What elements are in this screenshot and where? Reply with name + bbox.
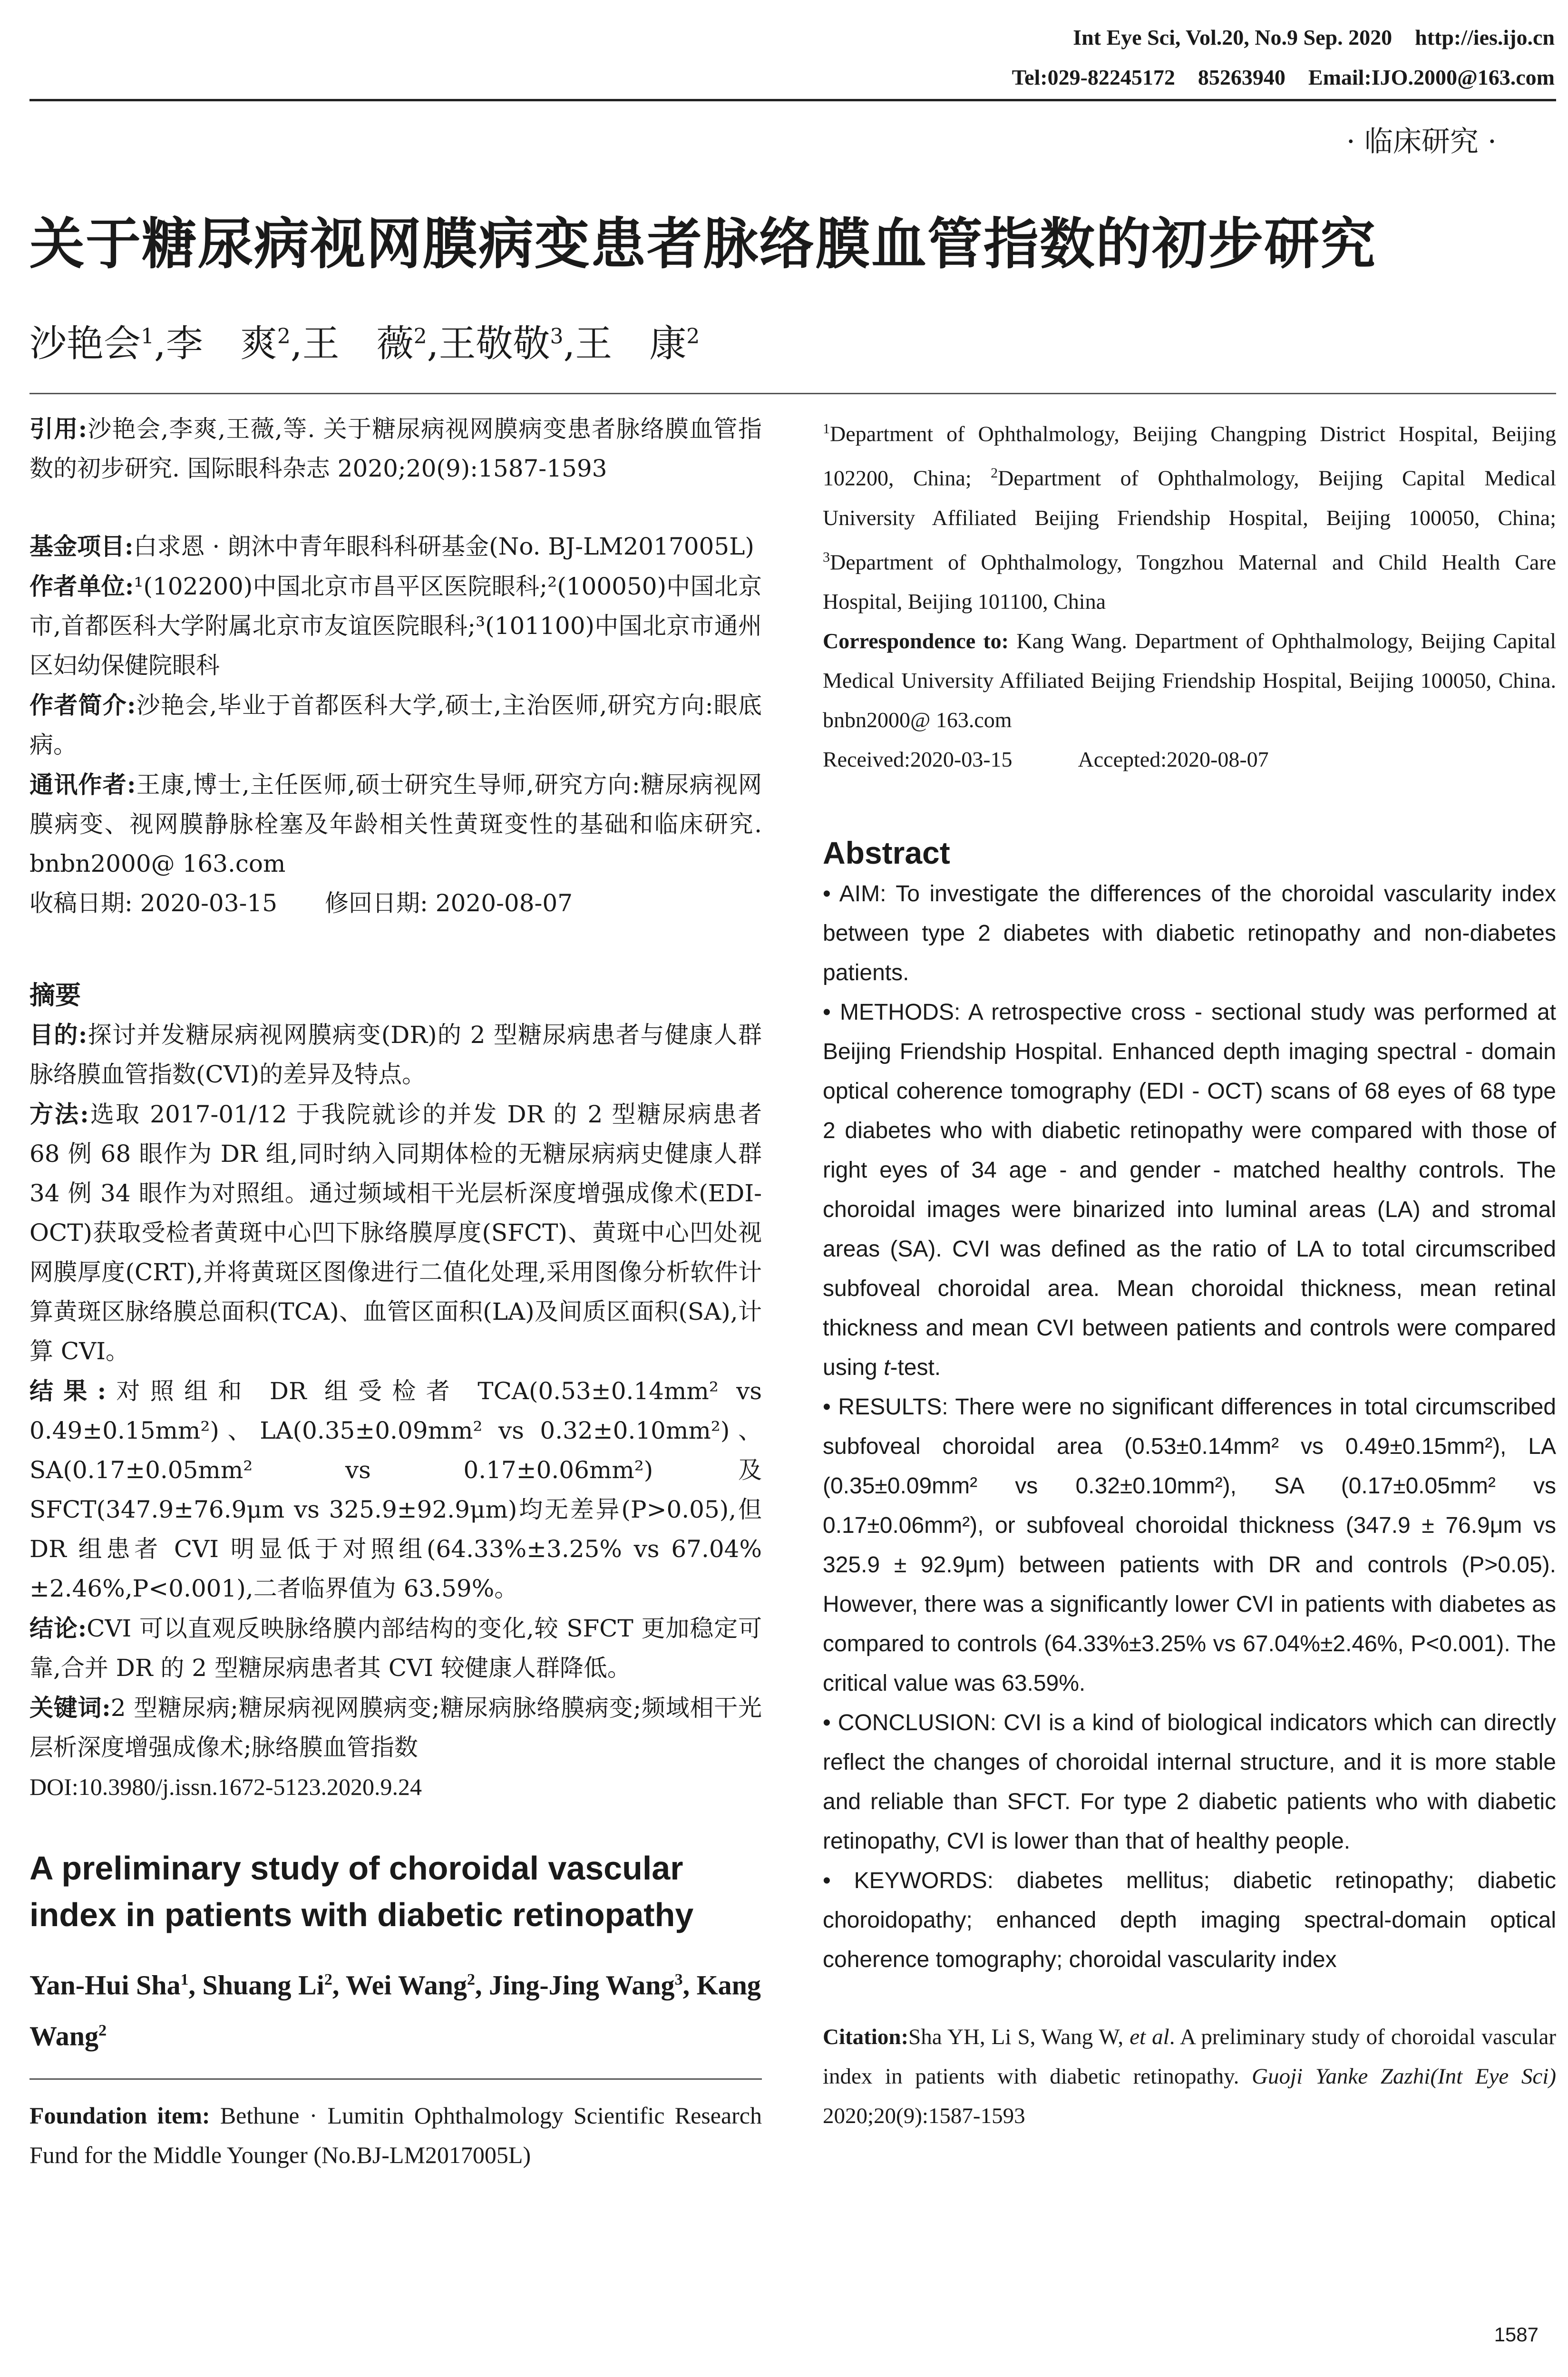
keywords-en: • KEYWORDS: diabetes mellitus; diabetic retinopathy; diabetic choroidopathy; enhanced depth imaging spectral-domain optical coherence tomography; choroidal vascularity index — [823, 1868, 1556, 1972]
author-affiliation-sup: 2 — [277, 324, 291, 349]
unit-cn — [29, 566, 762, 685]
right-column — [823, 409, 1556, 2136]
methods-en-text: • METHODS: A retrospective cross - sectional study was performed at Beijing Friendship Hospital. Enhanced depth imaging spectral - domain optical coherence tomography (EDI - OCT) scans of 68 eyes of 68 type 2 diabetes who with diabetic retinopathy were compared with those of right eyes of 34 age - and gender - matched healthy controls. The choroidal images were binarized into luminal areas (LA) and stromal areas (SA). CVI was defined as the ratio of LA to total circumscribed subfoveal choroidal area. Mean choroidal thickness, mean retinal thickness and mean CVI between patients and controls were compared using — [823, 999, 1556, 1380]
author-cn: 王敬敬 — [438, 322, 550, 365]
affiliations-en — [823, 409, 1556, 621]
citation-en-etal: et al — [1130, 2024, 1169, 2049]
unit-cn-label: 作者单位: — [29, 572, 134, 600]
aff-2: Department of Ophthalmology, Beijing Capital Medical University Affiliated Beijing Friendship Hospital, Beijing 100050, China; — [823, 466, 1556, 530]
foundation-en — [29, 2096, 762, 2175]
title-rule — [29, 393, 1556, 394]
methods-en-tail: -test. — [890, 1354, 941, 1380]
citation-en-authors: Sha YH, Li S, Wang W, — [908, 2024, 1124, 2049]
abstract-heading-cn: 摘要 — [29, 980, 81, 1010]
conclusion-en: • CONCLUSION: CVI is a kind of biological indicators which can directly reflect the changes of choroidal internal structure, and it is more stable and reliable than SFCT. For type 2 diabetic patients who with diabetic retinopathy, CVI is lower than that of healthy people. — [823, 1710, 1556, 1854]
results-en: • RESULTS: There were no significant differences in total circumscribed subfoveal choroidal area (0.53±0.14mm² vs 0.49±0.15mm²), LA (0.35±0.09mm² vs 0.32±0.10mm²), SA (0.17±0.05mm² vs 0.17±0.06mm²), or subfoveal choroidal thickness (347.9 ± 76.9μm vs 325.9 ± 92.9μm) between patients with DR and controls (P>0.05). However, there was a significantly lower CVI in patients with diabetes as compared to controls (64.33%±3.25% vs 67.04%±2.46%, P<0.001). The critical value was 63.59%. — [823, 1394, 1556, 1696]
methods-en-t: t — [884, 1354, 890, 1380]
received-date: Received:2020-03-15 — [823, 747, 1013, 771]
article-title-en: A preliminary study of choroidal vascular index in patients with diabetic retinopathy — [29, 1850, 694, 1933]
correspondence-cn-label: 通讯作者: — [29, 770, 136, 799]
conclusion-cn-text: CVI 可以直观反映脉络膜内部结构的变化,较 SFCT 更加稳定可靠,合并 DR 的 2 型糖尿病患者其 CVI 较健康人群降低。 — [29, 1615, 762, 1682]
journal-url[interactable]: http://ies.ijo.cn — [1415, 25, 1555, 49]
author-affiliation-sup: 1 — [180, 1971, 189, 1988]
correspondence-en — [823, 621, 1556, 740]
author-cn: 王 康 — [575, 322, 687, 365]
bio-cn-text: 沙艳会,毕业于首都医科大学,硕士,主治医师,研究方向:眼底病。 — [29, 692, 762, 759]
journal-tel: Tel:029-82245172 — [1012, 65, 1175, 89]
author-en: Kang Wang — [29, 1969, 761, 2052]
author-affiliation-sup: 2 — [467, 1971, 475, 1988]
result-cn — [29, 1371, 762, 1608]
citation-cn — [29, 409, 762, 488]
conclusion-cn — [29, 1608, 762, 1688]
author-list-cn: 沙艳会$^1$,李 爽$^2$,王 薇$^2$,王敬敬$^3$,王 康$^2$ — [29, 322, 700, 365]
dates-cn: 收稿日期: 2020-03-15 修回日期: 2020-08-07 — [29, 889, 573, 917]
result-cn-label: 结果: — [29, 1377, 107, 1405]
fund-cn-label: 基金项目: — [29, 532, 134, 560]
author-affiliation-sup: 3 — [674, 1971, 683, 1988]
journal-email[interactable]: Email:IJO.2000@163.com — [1308, 65, 1555, 89]
aim-cn — [29, 1015, 762, 1094]
aim-cn-text: 探讨并发糖尿病视网膜病变(DR)的 2 型糖尿病患者与健康人群脉络膜血管指数(CVI)的差异及特点。 — [29, 1021, 762, 1088]
foundation-en-label: Foundation item: — [29, 2102, 210, 2129]
aim-en: • AIM: To investigate the differences of the choroidal vascularity index between type 2 diabetes with diabetic retinopathy and non-diabetes patients. — [823, 881, 1556, 985]
citation-en-label: Citation: — [823, 2024, 909, 2049]
author-affiliation-sup: 1 — [141, 324, 155, 349]
bio-cn — [29, 685, 762, 765]
journal-info: Int Eye Sci, Vol.20, No.9 Sep. 2020 — [1073, 25, 1393, 49]
aim-cn-label: 目的: — [29, 1021, 88, 1049]
author-affiliation-sup: 3 — [550, 324, 564, 349]
author-affiliation-sup: 2 — [324, 1971, 332, 1988]
keywords-cn — [29, 1688, 762, 1767]
unit-cn-text: ¹(102200)中国北京市昌平区医院眼科;²(100050)中国北京市,首都医科大学附属北京市友谊医院眼科;³(101100)中国北京市通州区妇幼保健院眼科 — [29, 573, 762, 679]
correspondence-en-label: Correspondence to: — [823, 628, 1009, 653]
aff-1: Department of Ophthalmology, Beijing Changping District Hospital, Beijing 102200, China; — [823, 421, 1556, 490]
left-column — [29, 409, 762, 2175]
citation-cn-text: 沙艳会,李爽,王薇,等. 关于糖尿病视网膜病变患者脉络膜血管指数的初步研究. 国际眼科杂志 2020;20(9):1587-1593 — [29, 415, 762, 482]
aff-sup: 3 — [823, 549, 830, 565]
running-header-journal — [1073, 25, 1555, 50]
author-cn: 沙艳会 — [29, 322, 141, 365]
running-header-contact — [1012, 65, 1555, 90]
method-cn-text: 选取 2017-01/12 于我院就诊的并发 DR 的 2 型糖尿病患者 68 例 68 眼作为 DR 组,同时纳入同期体检的无糖尿病病史健康人群 34 例 34 眼作为对照组。通过频域相干光层析深度增强成像术(EDI-OCT)获取受检者黄斑中心凹下脉络膜厚度(SFCT)、黄斑中心凹处视网膜厚度(CRT),并将黄斑区图像进行二值化处理,采用图像分析软件计算黄斑区脉络膜总面积(TCA)、血管区面积(LA)及间质区面积(SA),计算 CVI。 — [29, 1101, 762, 1365]
dates-en — [823, 740, 1556, 779]
journal-tel2: 85263940 — [1198, 65, 1286, 89]
section-label: · 临床研究 · — [1346, 125, 1497, 158]
method-cn-label: 方法: — [29, 1100, 89, 1128]
author-affiliation-sup: 2 — [98, 2022, 107, 2040]
author-cn: 李 爽 — [166, 322, 277, 365]
author-list-en: Yan-Hui Sha$^1$, Shuang Li$^2$, Wei Wang$^2$, Jing-Jing Wang$^3$, Kang Wang$^2$ — [29, 1969, 761, 2052]
author-en: Wei Wang — [345, 1969, 467, 2001]
foundation-rule — [29, 2078, 762, 2080]
abstract-heading-en: Abstract — [823, 835, 950, 870]
correspondence-en-text: Kang Wang. Department of Ophthalmology, Beijing Capital Medical University Affiliated Beijing Friendship Hospital, Beijing 100050, China. bnbn2000@ 163.com — [823, 628, 1556, 732]
citation-en-title: . A preliminary study of choroidal vascular index in patients with diabetic retinopathy. — [823, 2024, 1556, 2089]
method-cn — [29, 1094, 762, 1371]
aff-3: Department of Ophthalmology, Tongzhou Maternal and Child Health Care Hospital, Beijing 101100, China — [823, 549, 1556, 614]
bio-cn-label: 作者简介: — [29, 691, 136, 719]
author-en: Shuang Li — [202, 1969, 324, 2001]
foundation-en-text: Bethune · Lumitin Ophthalmology Scientific Research Fund for the Middle Younger (No.BJ-LM2017005L) — [29, 2102, 762, 2168]
author-cn: 王 薇 — [302, 322, 414, 365]
fund-cn-text: 白求恩 · 朗沐中青年眼科科研基金(No. BJ-LM2017005L) — [133, 533, 754, 560]
methods-en — [823, 993, 1556, 1387]
header-rule — [29, 99, 1556, 101]
citation-cn-label: 引用: — [29, 415, 88, 443]
aff-sup: 1 — [823, 421, 830, 437]
correspondence-cn-text: 王康,博士,主任医师,硕士研究生导师,研究方向:糖尿病视网膜病变、视网膜静脉栓塞及年龄相关性黄斑变性的基础和临床研究. bnbn2000@ 163.com — [29, 771, 762, 877]
doi[interactable]: DOI:10.3980/j.issn.1672-5123.2020.9.24 — [29, 1773, 422, 1800]
page-number: 1587 — [1494, 2323, 1539, 2346]
author-en: Yan-Hui Sha — [29, 1969, 181, 2001]
citation-en — [823, 2017, 1556, 2136]
citation-en-journal: Guoji Yanke Zazhi(Int Eye Sci) — [1252, 2064, 1556, 2089]
correspondence-cn — [29, 765, 762, 884]
conclusion-cn-label: 结论: — [29, 1614, 87, 1642]
accepted-date: Accepted:2020-08-07 — [1078, 747, 1269, 771]
author-affiliation-sup: 2 — [413, 324, 427, 349]
author-affiliation-sup: 2 — [686, 324, 700, 349]
result-cn-text: 对照组和 DR 组受检者 TCA(0.53±0.14mm² vs 0.49±0.15mm²)、LA(0.35±0.09mm² vs 0.32±0.10mm²)、SA(0.17±0.05mm² vs 0.17±0.06mm²)及 SFCT(347.9±76.9μm vs 325.9±92.9μm)均无差异(P>0.05),但 DR 组患者 CVI 明显低于对照组(64.33%±3.25% vs 67.04%±2.46%,P<0.001),二者临界值为 63.59%。 — [29, 1377, 762, 1602]
author-en: Jing-Jing Wang — [488, 1969, 675, 2001]
keywords-cn-text: 2 型糖尿病;糖尿病视网膜病变;糖尿病脉络膜病变;频域相干光层析深度增强成像术;脉络膜血管指数 — [29, 1694, 762, 1761]
citation-en-volume: 2020;20(9):1587-1593 — [823, 2103, 1025, 2128]
keywords-cn-label: 关键词: — [29, 1694, 111, 1722]
fund-cn — [29, 526, 762, 566]
article-title-cn: 关于糖尿病视网膜病变患者脉络膜血管指数的初步研究 — [29, 212, 1376, 276]
aff-sup: 2 — [991, 465, 998, 481]
